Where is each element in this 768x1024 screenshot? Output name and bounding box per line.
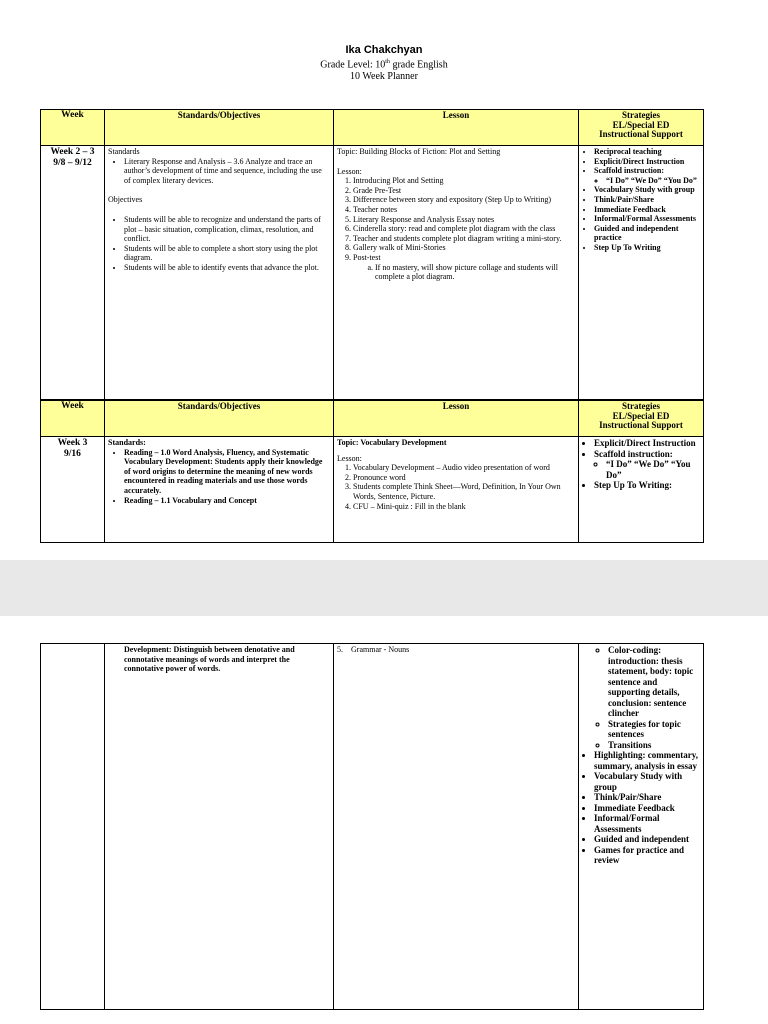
week-cell: Week 3 9/16 (41, 437, 105, 543)
strategies-cell (579, 146, 704, 400)
lesson-label: Lesson: (337, 453, 362, 463)
page-2 (0, 616, 768, 1024)
strategy-item: • Informal/Formal Assessments (594, 214, 700, 224)
lesson-item: 3. Difference between story and expository (Step Up to Writing) (353, 195, 575, 205)
planner-table-week-3 (40, 400, 704, 543)
planner-table-week-3-continued (40, 643, 704, 1010)
strategy-item: • Explicit/Direct Instruction (594, 157, 700, 167)
strategy-item: • Games for practice and review (594, 845, 700, 866)
standards-cell (105, 146, 334, 400)
lesson-item: 4. CFU – Mini-quiz : Fill in the blank (353, 502, 575, 512)
objective-item: • Students will be able to recognize and understand the parts of plot – basic situation, complication, climax, resolution, and conflict. (124, 215, 330, 244)
lesson-item: 6. Cinderella story: read and complete plot diagram with the class (353, 224, 575, 234)
lesson-item: 3. Students complete Think Sheet—Word, Definition, In Your Own Words, Sentence, Picture. (353, 482, 575, 501)
strategies-cell (579, 437, 704, 543)
strategy-item: • Scaffold instruction: ◦ “I Do” “We Do” “You Do” (594, 166, 700, 185)
writing-sub-item: ◦ Strategies for topic sentences (608, 719, 700, 740)
lesson-item: 7. Teacher and students complete plot diagram writing a mini-story. (353, 234, 575, 244)
col-strategies: Strategies EL/Special ED Instructional Support (579, 110, 704, 146)
standards-cell (105, 437, 334, 543)
standard-continuation: Development: Distinguish between denotative and connotative meanings of words and interpret the connotative power of words. (124, 645, 295, 674)
standards-heading: Standards (108, 147, 140, 156)
col-lesson: Lesson (334, 110, 579, 146)
objective-item: • Students will be able to identify events that advance the plot. (124, 263, 330, 273)
grade-level: Grade Level: 10th grade English (320, 59, 448, 71)
lesson-item: 2. Grade Pre-Test (353, 186, 575, 196)
objectives-heading: Objectives (108, 195, 143, 205)
strategy-item: • Think/Pair/Share (594, 792, 700, 803)
lesson-label: Lesson: (337, 166, 362, 176)
standard-item: • Reading – 1.1 Vocabulary and Concept (124, 496, 330, 506)
writing-sub-item: ◦ Color-coding: introduction: thesis statement, body: topic sentence and supporting details, conclusion: sentence clincher (608, 645, 700, 719)
col-strategies: Strategies EL/Special ED Instructional Support (579, 401, 704, 437)
planner-table-week-2-3 (40, 109, 704, 400)
teacher-name: Ika Chakchyan (345, 44, 423, 56)
col-week: Week (41, 401, 105, 437)
strategy-item: • Vocabulary Study with group (594, 771, 700, 792)
standard-item: • Literary Response and Analysis – 3.6 Analyze and trace an author’s development of time and sequence, including the use of complex literary devices. (124, 157, 330, 186)
strategy-item: • Scaffold instruction: ◦ “I Do” “We Do” “You Do” (594, 449, 700, 481)
col-standards: Standards/Objectives (105, 110, 334, 146)
col-standards: Standards/Objectives (105, 401, 334, 437)
lesson-item: 2. Pronounce word (353, 473, 575, 483)
lesson-item-post-test: 9. Post-test a. If no mastery, will show picture collage and students will complete a plot diagram. (353, 253, 575, 282)
lesson-cell (334, 644, 579, 1010)
lesson-item: 1. Vocabulary Development – Audio video presentation of word (353, 463, 575, 473)
standards-heading: Standards: (108, 438, 146, 447)
strategy-item: • Guided and independent (594, 834, 700, 845)
objective-item: • Students will be able to complete a short story using the plot diagram. (124, 244, 330, 263)
standard-item: • Reading – 1.0 Word Analysis, Fluency, and Systematic Vocabulary Development: Students apply their knowledge of word origins to determine the meaning of new words encountered in reading materials and use those words accurately. (124, 448, 330, 496)
lesson-item: 5. Grammar - Nouns (337, 645, 410, 654)
lesson-item: 4. Teacher notes (353, 205, 575, 215)
scaffold-sub-item: ◦ “I Do” “We Do” “You Do” (606, 459, 700, 480)
planner-title: 10 Week Planner (350, 71, 418, 82)
week-cell-empty (41, 644, 105, 1010)
col-lesson: Lesson (334, 401, 579, 437)
strategy-item: • Think/Pair/Share (594, 195, 700, 205)
standards-cell (105, 644, 334, 1010)
col-week: Week (41, 110, 105, 146)
strategy-item: • Vocabulary Study with group (594, 185, 700, 195)
lesson-cell (334, 437, 579, 543)
strategies-cell (579, 644, 704, 1010)
lesson-item: 1. Introducing Plot and Setting (353, 176, 575, 186)
strategy-item: • Highlighting: commentary, summary, analysis in essay (594, 750, 700, 771)
strategy-item: • Step Up To Writing (594, 243, 700, 253)
lesson-topic: Topic: Vocabulary Development (337, 438, 447, 447)
strategy-item: • Reciprocal teaching (594, 147, 700, 157)
lesson-topic: Topic: Building Blocks of Fiction: Plot and Setting (337, 147, 501, 156)
strategy-item: • Immediate Feedback (594, 205, 700, 215)
writing-sub-item: ◦ Transitions (608, 740, 700, 751)
strategy-item: • Guided and independent practice (594, 224, 700, 243)
week-cell: Week 2 – 3 9/8 – 9/12 (41, 146, 105, 400)
strategy-item: • Immediate Feedback (594, 803, 700, 814)
strategy-item: • Explicit/Direct Instruction (594, 438, 700, 449)
strategy-item: • Step Up To Writing: (594, 480, 700, 491)
lesson-item: 5. Literary Response and Analysis Essay notes (353, 215, 575, 225)
strategy-item: • Informal/Formal Assessments (594, 813, 700, 834)
lesson-item: 8. Gallery walk of Mini-Stories (353, 243, 575, 253)
post-test-sub-item: a. If no mastery, will show picture collage and students will complete a plot diagram. (375, 263, 575, 282)
lesson-cell (334, 146, 579, 400)
scaffold-sub-item: ◦ “I Do” “We Do” “You Do” (606, 176, 700, 186)
